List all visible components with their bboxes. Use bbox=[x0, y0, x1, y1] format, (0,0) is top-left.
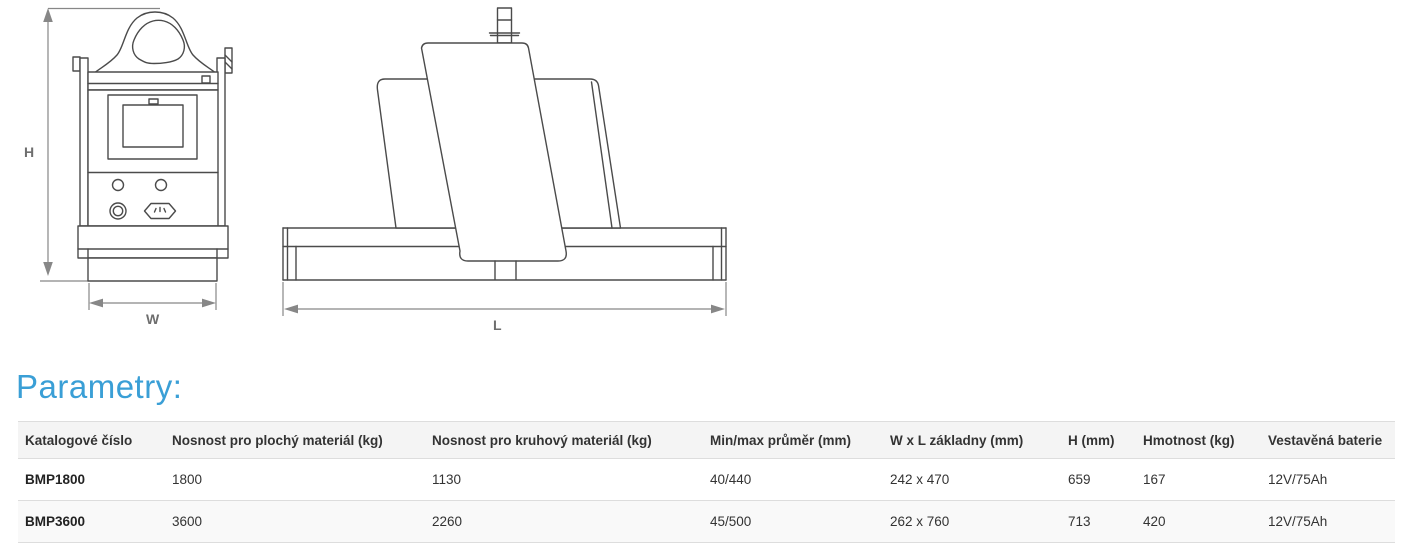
column-header-height: H (mm) bbox=[1061, 422, 1136, 459]
table-cell: 12V/75Ah bbox=[1261, 459, 1395, 501]
side-view-drawing bbox=[270, 0, 740, 340]
table-row-bmp3600 bbox=[18, 501, 1395, 543]
table-row-bmp1800 bbox=[18, 459, 1395, 501]
column-header-catalog-number: Katalogové číslo bbox=[18, 422, 165, 459]
column-header-weight: Hmotnost (kg) bbox=[1136, 422, 1261, 459]
dimension-label-l: L bbox=[493, 317, 502, 333]
table-cell: 420 bbox=[1136, 501, 1261, 543]
table-cell: BMP1800 bbox=[18, 459, 165, 501]
table-cell: 242 x 470 bbox=[883, 459, 1061, 501]
magnet-base bbox=[78, 226, 228, 281]
w-dimension-arrow bbox=[89, 283, 216, 310]
dimension-label-h: H bbox=[24, 144, 35, 160]
page-title: Parametry: bbox=[16, 368, 183, 405]
column-header-base-wxl: W x L základny (mm) bbox=[883, 422, 1061, 459]
parameters-table bbox=[18, 421, 1395, 543]
table-cell: 3600 bbox=[165, 501, 425, 543]
top-band bbox=[88, 72, 218, 90]
l-dimension-arrow bbox=[283, 282, 726, 316]
column-header-battery: Vestavěná baterie bbox=[1261, 422, 1395, 459]
table-cell: 1130 bbox=[425, 459, 703, 501]
top-stem bbox=[490, 8, 520, 43]
table-cell: BMP3600 bbox=[18, 501, 165, 543]
table-cell: 12V/75Ah bbox=[1261, 501, 1395, 543]
column-header-flat-capacity: Nosnost pro plochý materiál (kg) bbox=[165, 422, 425, 459]
table-cell: 1800 bbox=[165, 459, 425, 501]
table-cell: 45/500 bbox=[703, 501, 883, 543]
dimension-label-w: W bbox=[146, 311, 160, 327]
table-cell: 713 bbox=[1061, 501, 1136, 543]
column-header-min-max-diameter: Min/max průměr (mm) bbox=[703, 422, 883, 459]
table-cell: 167 bbox=[1136, 459, 1261, 501]
table-cell: 262 x 760 bbox=[883, 501, 1061, 543]
table-header-row bbox=[18, 422, 1395, 459]
lifting-eye bbox=[93, 12, 217, 74]
table-cell: 40/440 bbox=[703, 459, 883, 501]
table-cell: 2260 bbox=[425, 501, 703, 543]
column-header-round-capacity: Nosnost pro kruhový materiál (kg) bbox=[425, 422, 703, 459]
table-cell: 659 bbox=[1061, 459, 1136, 501]
front-view-drawing bbox=[0, 0, 270, 340]
